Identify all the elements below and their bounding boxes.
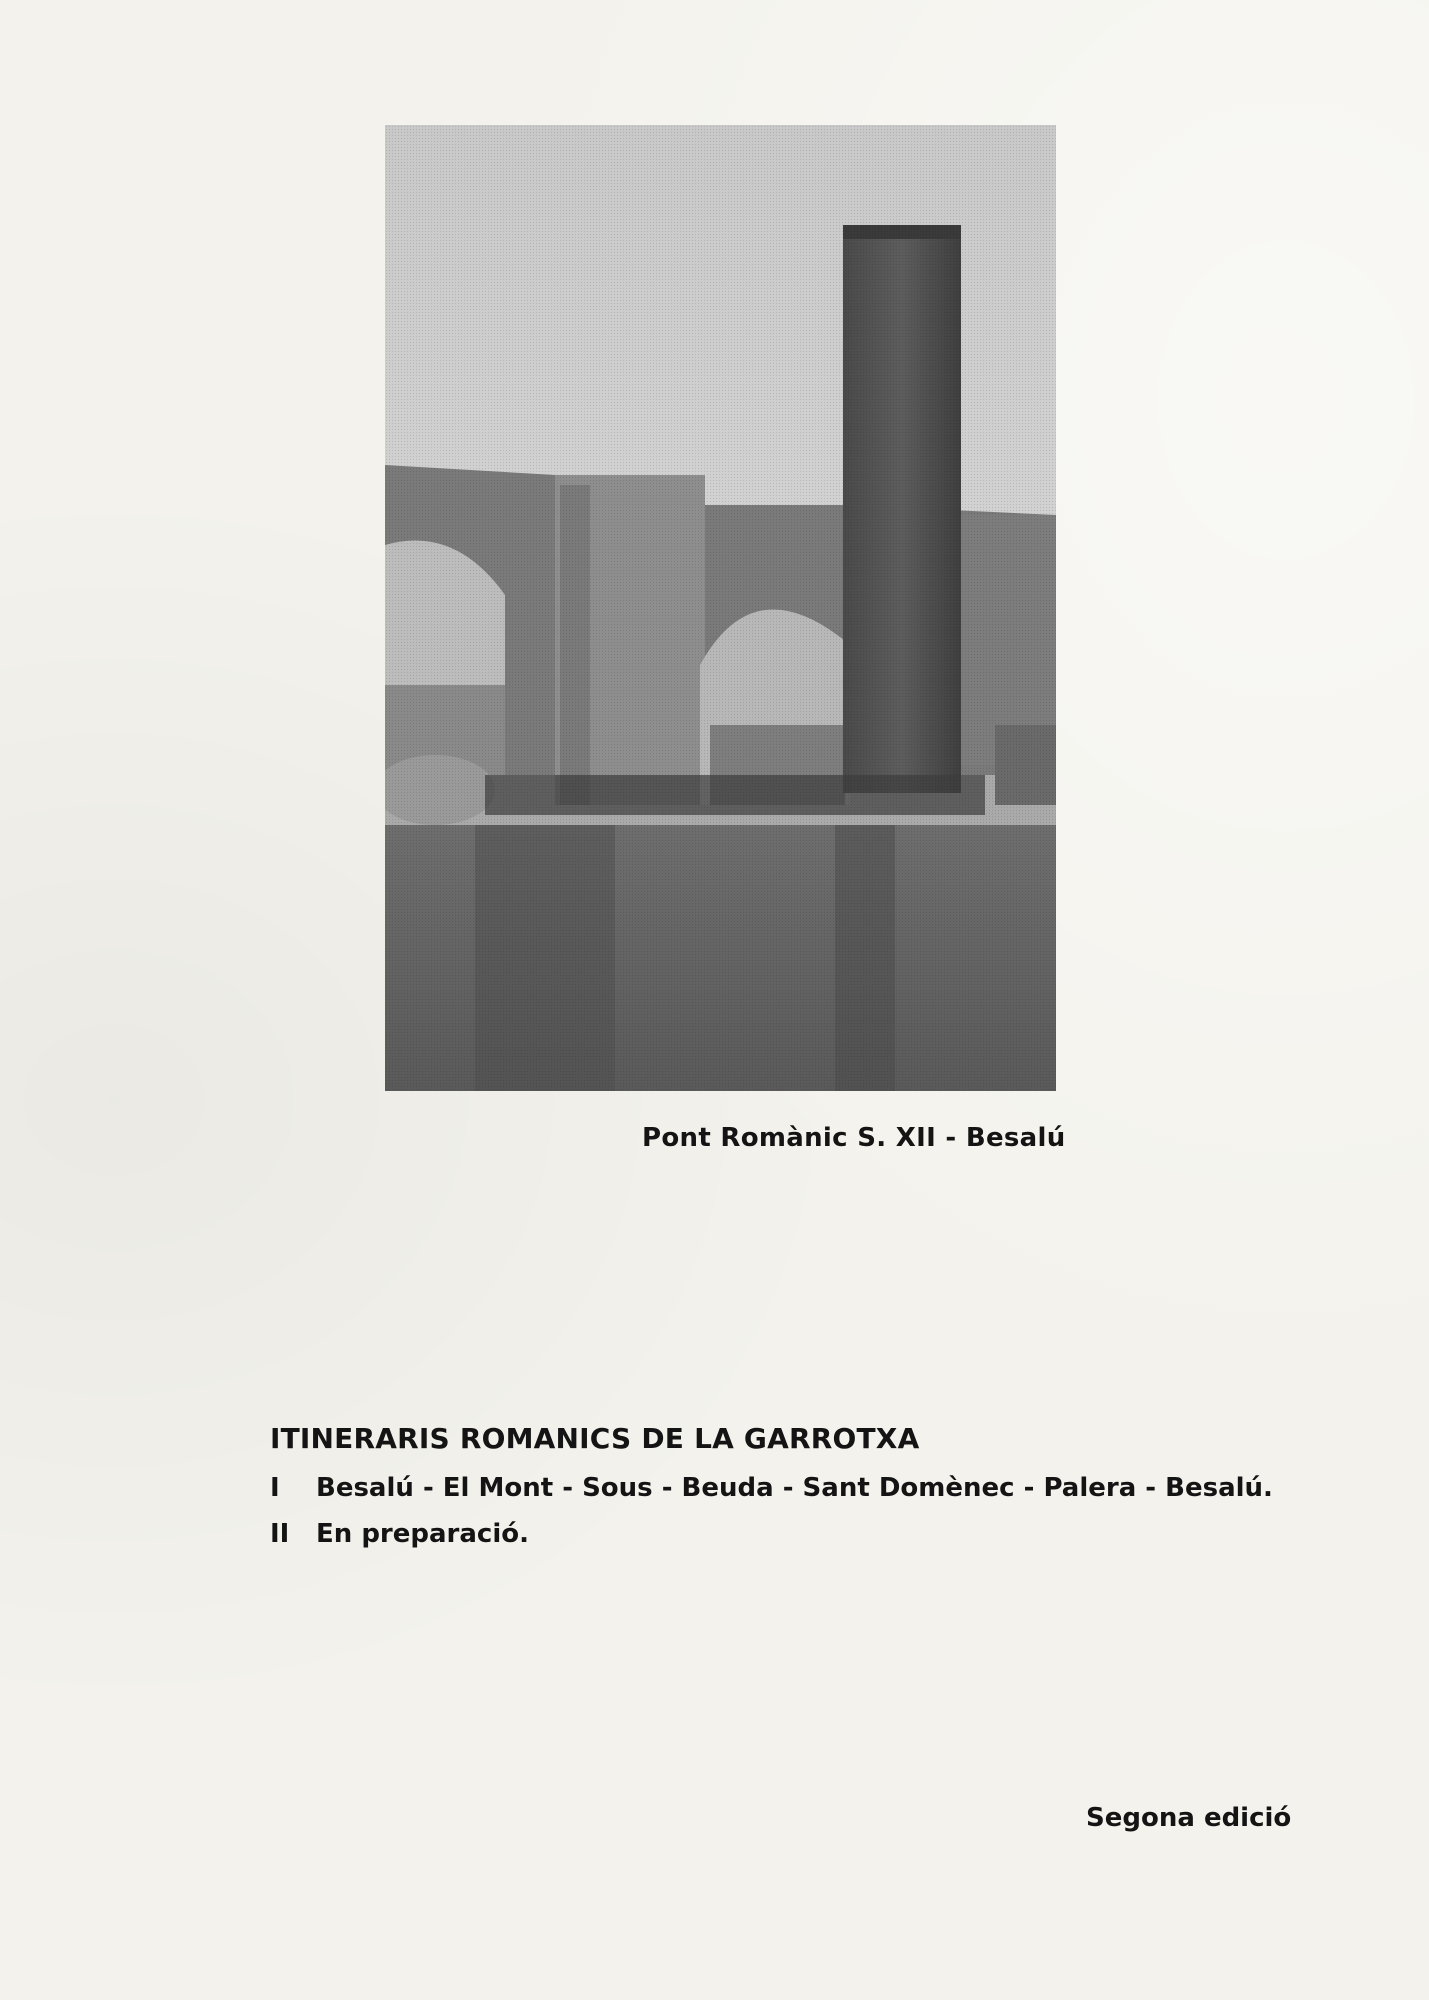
bridge-photo	[385, 125, 1056, 1091]
itinerary-number: II	[270, 1519, 290, 1549]
bridge-illustration	[385, 125, 1056, 1091]
itinerary-number: I	[270, 1473, 280, 1503]
itinerary-item	[270, 1519, 529, 1549]
edition-label: Segona edició	[1086, 1803, 1292, 1833]
itinerary-text: Besalú - El Mont - Sous - Beuda - Sant Domènec - Palera - Besalú.	[316, 1473, 1273, 1503]
itinerary-text: En preparació.	[316, 1519, 529, 1549]
photo-caption: Pont Romànic S. XII - Besalú	[642, 1123, 1066, 1153]
itinerary-item	[270, 1473, 1273, 1503]
series-title: ITINERARIS ROMANICS DE LA GARROTXA	[270, 1422, 920, 1455]
